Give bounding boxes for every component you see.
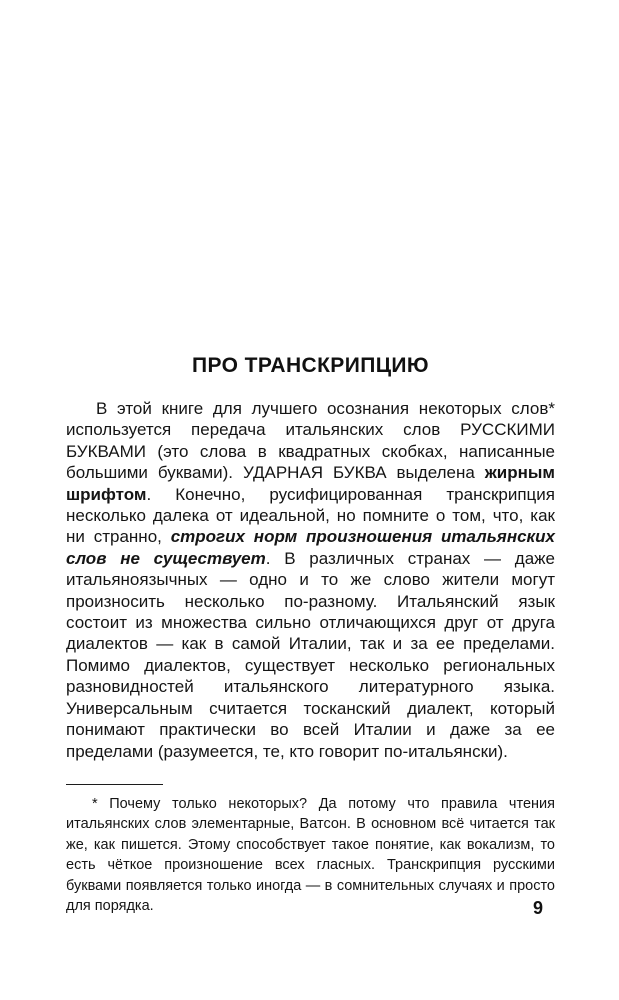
page-number: 9 (532, 898, 543, 918)
body-paragraph: В этой книге для лучшего осознания некоторых слов* используется передача итальянских слов РУССКИМИ БУКВАМИ (это слова в квадратных скобках, написанные большими буквами). УДАРНАЯ БУКВА выделена жирным шрифтом. Конечно, русифицированная транскрипция несколько далека от идеальной, но помните о том, что, как ни странно, строгих норм произношения итальянских слов не существует. В различных странах — даже итальяноязычных — одно и то же слово жители могут произносить несколько по-разному. Итальянский язык состоит из множества сильно отличающихся друг от друга диалектов — как в самой Италии, так и за ее пределами. Помимо диалектов, существует несколько региональных разновидностей итальянского литературного языка. Универсальным считается тосканский диалект, который понимают практически во всей Италии и даже за ее пределами (разумеется, те, кто говорит по-итальянски). (66, 399, 555, 761)
footnote-divider (66, 784, 163, 785)
footnote-text: * Почему только некоторых? Да потому что правила чтения итальянских слов элементарные, Ватсон. В основном всё читается так же, как пишется. Этому способствует такое понятие, как вокализм, то есть чёткое произношение всех гласных. Транскрипция русскими буквами появляется только иногда — в сомнительных случаях и просто для порядка. (66, 795, 555, 914)
page-title: ПРО ТРАНСКРИПЦИЮ (192, 354, 429, 377)
